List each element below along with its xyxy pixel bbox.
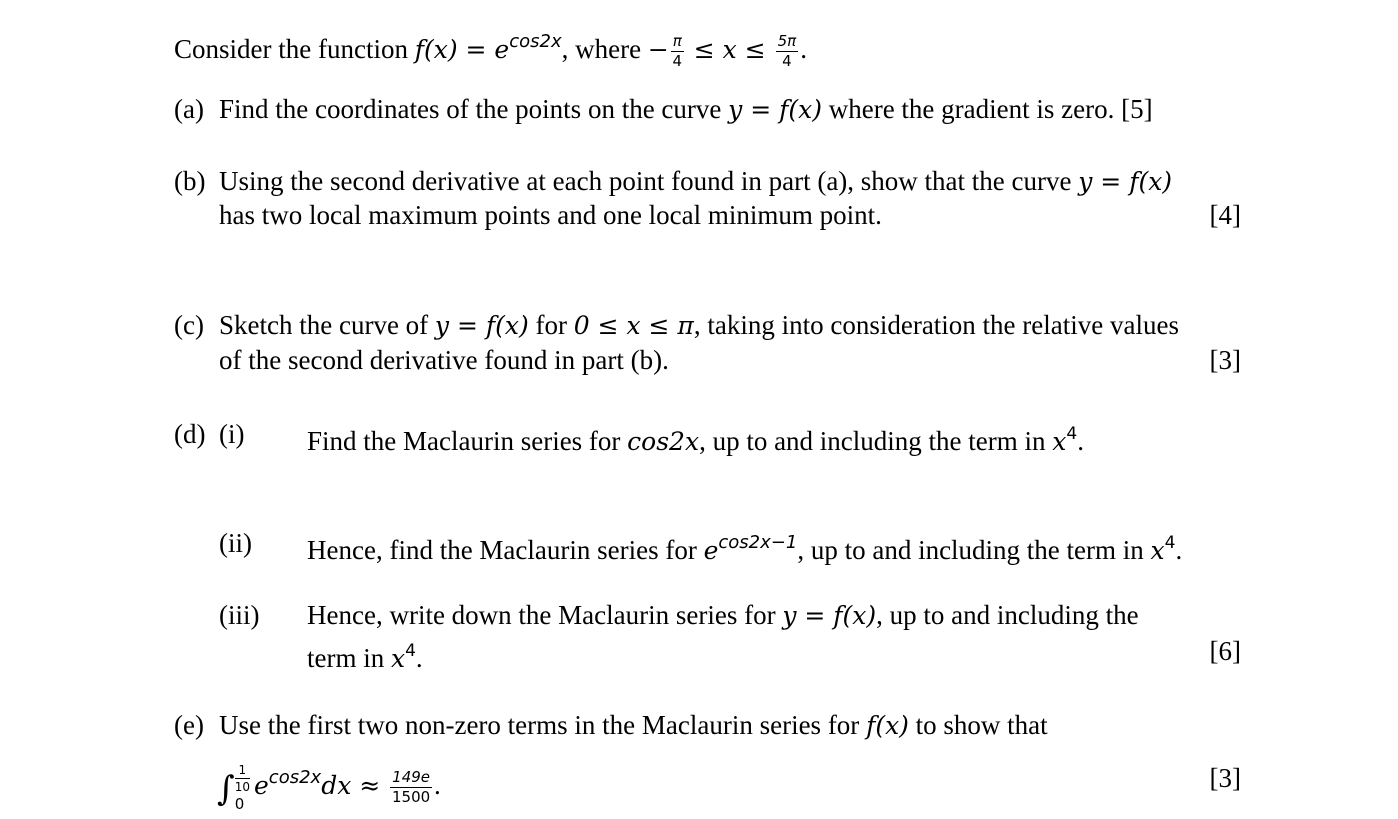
part-c-text: Sketch the curve of y = f(x) for 0 ≤ x ≤ π, taking into consideration the relative values	[219, 310, 1179, 340]
part-d-iii-line2: term in $x^4$.	[307, 641, 423, 673]
fraction-pi-4: $\frac{\pi}{4}$	[672, 32, 683, 71]
part-b-line2: has two local maximum points and one local minimum point.	[219, 200, 882, 230]
part-c-marks: [3]	[1209, 345, 1241, 375]
curve-expr: y = f(x)	[782, 601, 877, 630]
integral-sign: ∫	[217, 769, 235, 809]
part-d-i-label: (i)	[219, 419, 245, 449]
intro-text: Consider the function	[174, 34, 415, 64]
integral-limits	[235, 764, 250, 812]
exponent-expr: cos2x−1	[718, 532, 798, 553]
intro-where: , where	[561, 34, 648, 64]
part-d-ii-text: Hence, find the Maclaurin series for $e^{cos2x-1}$, up to and including the term in $x^4$.	[307, 532, 1183, 565]
part-e-marks: [3]	[1209, 763, 1241, 793]
integrand-exponent: cos2x	[268, 767, 322, 788]
part-e-text: Use the first two non-zero terms in the Maclaurin series for f(x) to show that	[219, 710, 1048, 740]
part-c-line2: of the second derivative found in part (b).	[219, 345, 669, 375]
part-d-i-text: Find the Maclaurin series for cos2x, up to and including the term in $x^4$.	[307, 424, 1084, 456]
curve-expr: y = f(x)	[434, 311, 529, 340]
curve-expr: y = f(x)	[728, 95, 822, 124]
upper-limit: 1 10	[234, 762, 250, 794]
curve-expr: y = f(x)	[1078, 167, 1173, 196]
part-a-marks: [5]	[1121, 94, 1153, 124]
dx-approx: dx ≈	[321, 771, 389, 800]
cos2x-expr: cos2x	[627, 427, 700, 456]
part-b-label: (b)	[174, 166, 206, 196]
function-expr: f(x) = e	[414, 35, 510, 64]
part-d-label: (d)	[174, 419, 206, 449]
fraction-5pi-4: $\frac{5\pi}{4}$	[777, 32, 797, 71]
integral-expression: ∫ 1 10 0 $e^{cos2x}dx$ ≈ $\frac{149e}{1500}$ .	[217, 762, 441, 813]
intro-line: Consider the function $f(x) = e^{cos2x}$, where − $\frac{\pi}{4}$ ≤ x ≤ $\frac{5\pi}{4}$ .	[174, 31, 807, 71]
part-b-marks: [4]	[1209, 200, 1241, 230]
part-d-iii-label: (iii)	[219, 600, 260, 630]
range-expr: 0 ≤ x ≤ π	[573, 311, 694, 340]
function-exponent: cos2x	[509, 31, 562, 52]
part-b-text: Using the second derivative at each point found in part (a), show that the curve y = f(x)	[219, 166, 1173, 196]
part-a-label: (a)	[174, 94, 204, 124]
function-expr: f(x)	[866, 711, 909, 740]
part-d-ii-label: (ii)	[219, 528, 252, 558]
part-d-iii-text: Hence, write down the Maclaurin series for y = f(x), up to and including the	[307, 600, 1139, 630]
lower-limit: 0	[234, 794, 245, 813]
minus-sign: −	[647, 35, 669, 64]
domain-inequality: ≤ x ≤	[685, 35, 774, 64]
answer-fraction: $\frac{149e}{1500}$	[391, 768, 431, 807]
part-e-label: (e)	[174, 710, 204, 740]
part-c-label: (c)	[174, 310, 204, 340]
part-a-text: Find the coordinates of the points on the curve y = f(x) where the gradient is zero. [5]	[219, 94, 1153, 124]
part-d-marks: [6]	[1209, 636, 1241, 666]
